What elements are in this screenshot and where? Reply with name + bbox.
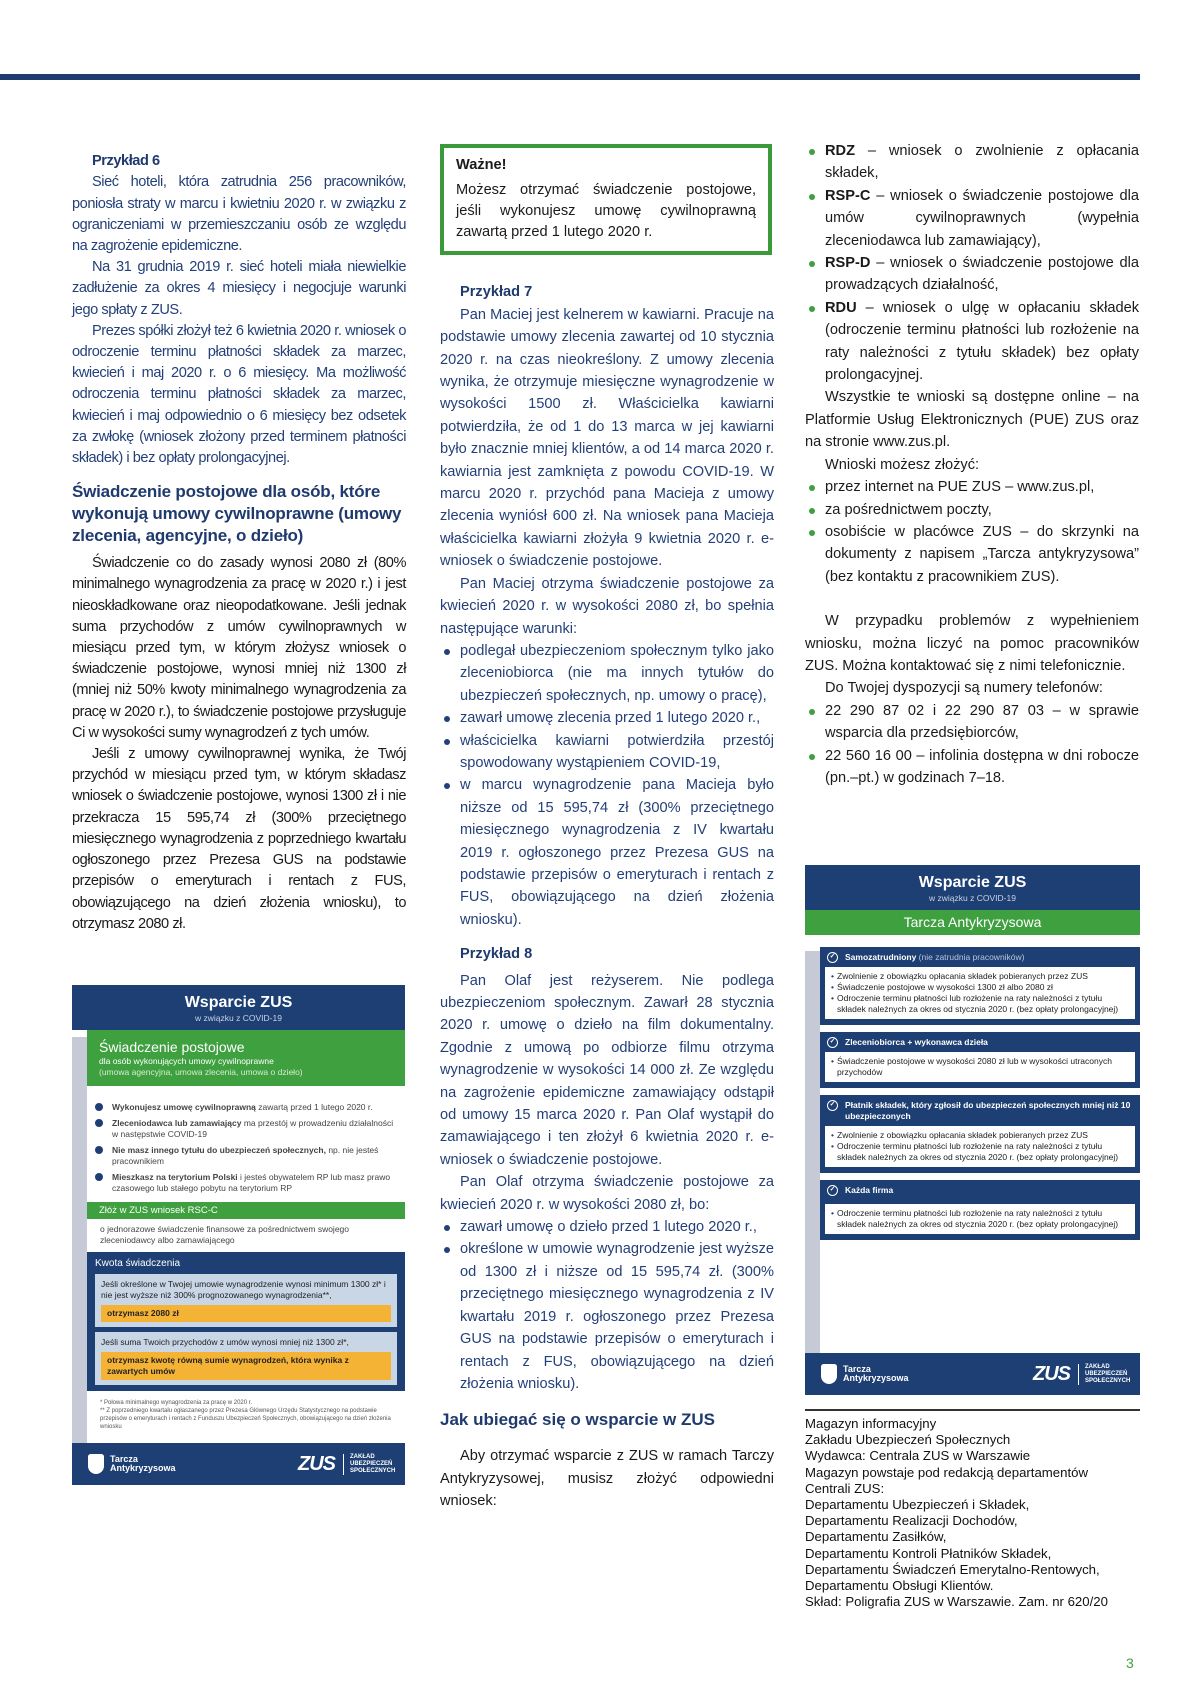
section-title	[825, 1037, 1135, 1052]
paragraph: Sieć hoteli, która zatrudnia 256 pracowników, poniosła straty w marcu i kwietniu 2020 r. w związku z ograniczeniami w przemieszczaniu osób ze względu na zagrożenie epidemiczne.	[72, 174, 406, 255]
paragraph: Prezes spółki złożył też 6 kwietnia 2020 r. wniosek o odroczenie terminu płatności składek za marzec, kwiecień i maj 2020 r. o 6 miesięcy. Ma możliwość odroczenia terminu płatności składek za marzec, kwiecień i maj odpowiednio o 6 miesięcy bez odsetek za zwłokę (wniosek złożony przed terminem płatności składek) i bez opłaty prolongacyjnej.	[72, 322, 406, 467]
infographic-header	[72, 985, 405, 1030]
colophon-line: Magazyn informacyjny	[805, 1416, 937, 1431]
important-title: Ważne!	[456, 157, 507, 173]
infographic-title: Wsparcie ZUS	[184, 994, 293, 1011]
apply-text: o jednorazowe świadczenie finansowe za pośrednictwem swojego zleceniodawcy albo zamawiającego	[100, 1224, 349, 1245]
colophon-line: Departamentu Świadczeń Emerytalno-Rentowych,	[805, 1561, 1100, 1577]
shield-icon	[88, 1454, 104, 1474]
paragraph: Pan Olaf otrzyma świadczenie postojowe za kwiecień 2020 r. w wysokości 2080 zł, bo:	[440, 1174, 774, 1213]
support-section	[820, 1032, 1140, 1088]
forms-list	[805, 140, 1139, 386]
section-title-text: Samozatrudniony	[845, 952, 917, 962]
dot-icon	[95, 1119, 103, 1127]
section-items	[825, 1052, 1135, 1082]
section-items	[825, 1204, 1135, 1234]
check-circle-icon: ✓	[827, 1185, 838, 1196]
list-item: przez internet na PUE ZUS – www.zus.pl,	[805, 476, 1139, 498]
colophon-line: Departamentu Ubezpieczeń i Składek,	[805, 1497, 1030, 1513]
infographic-header	[805, 865, 1140, 910]
check-circle-icon: ✓	[827, 1037, 838, 1048]
zus-logo	[1033, 1362, 1131, 1385]
colophon-line: Departamentu Zasiłków,	[805, 1529, 947, 1545]
colophon-line: Magazyn powstaje pod redakcją departamentów	[805, 1464, 1088, 1480]
amount-case	[95, 1332, 397, 1385]
section-title-text: Płatnik składek, który zgłosił do ubezpieczeń społecznych mniej niż 10 ubezpieczonych	[845, 1100, 1131, 1121]
dot-icon	[95, 1146, 103, 1154]
section-items	[825, 1126, 1135, 1167]
list-item: zawarł umowę o dzieło przed 1 lutego 2020 r.,	[440, 1216, 774, 1238]
banner-title: Świadczenie postojowe	[99, 1039, 245, 1055]
check-circle-icon: ✓	[827, 952, 838, 963]
list-item: za pośrednictwem poczty,	[805, 499, 1139, 521]
paragraph: Wszystkie te wnioski są dostępne online – na Platformie Usług Elektronicznych (PUE) ZUS oraz na stronie www.zus.pl.	[805, 389, 1139, 451]
condition-text: zawartą przed 1 lutego 2020 r.	[255, 1102, 373, 1112]
form-desc: – wniosek o ulgę w opłacaniu składek (odroczenie terminu płatności lub rozłożenie na raty należności z tytułu składek) bez opłaty prolongacyjnej.	[825, 299, 1139, 384]
list-item: • Zwolnienie z obowiązku opłacania składek pobieranych przez ZUS	[831, 1130, 1129, 1141]
column-right	[805, 140, 1139, 789]
paragraph: W przypadku problemów z wypełnieniem wniosku, można liczyć na pomoc pracowników ZUS. Można kontaktować się z nimi telefonicznie.	[805, 613, 1139, 674]
amount-box	[87, 1252, 405, 1391]
colophon-line: Wydawca: Centrala ZUS w Warszawie	[805, 1448, 1031, 1464]
submission-list	[805, 476, 1139, 588]
apply-banner: Złóż w ZUS wniosek RSC-C	[87, 1202, 405, 1219]
list-item: zawarł umowę zlecenia przed 1 lutego 2020 r.,	[440, 707, 774, 729]
side-strip	[805, 951, 820, 1353]
section-title	[825, 952, 1135, 967]
form-desc: – wniosek o zwolnienie z opłacania składek,	[825, 143, 1139, 182]
conditions-list	[440, 1216, 774, 1395]
case-text: Jeśli suma Twoich przychodów z umów wynosi mniej niż 1300 zł*,	[101, 1337, 349, 1347]
list-item: • Świadczenie postojowe w wysokości 2080 zł lub w wysokości utraconych przychodów	[831, 1056, 1129, 1078]
list-item	[805, 185, 1139, 252]
zus-logo	[298, 1452, 396, 1475]
support-section	[820, 947, 1140, 1025]
condition-item	[112, 1102, 395, 1113]
colophon	[805, 1409, 1140, 1610]
section-note: (nie zatrudnia pracowników)	[916, 952, 1025, 962]
condition-bold: Mieszkasz na terytorium Polski	[112, 1172, 238, 1182]
paragraph: Świadczenie co do zasady wynosi 2080 zł (80% minimalnego wynagrodzenia za pracę w 2020 r.) i jest nieoskładkowane oraz nieopodatkowane. Jeśli jednak suma przychodów z umów cywilnoprawnych w miesiącu przed tym, w którym złożysz wniosek o świadczenie postojowe, wynosi mniej niż 1300 zł (mniej niż 50% kwoty minimalnego wynagrodzenia za pracę w 2020 r.), to świadczenie postojowe przysługuje Ci w wysokości sumy wynagrodzeń z tych umów.	[72, 555, 406, 741]
paragraph: Pan Maciej otrzyma świadczenie postojowe za kwiecień 2020 r. w wysokości 2080 zł, bo spełnia następujące warunki:	[440, 575, 774, 637]
colophon-line: Zakładu Ubezpieczeń Społecznych	[805, 1432, 1011, 1448]
infographic-footer	[72, 1443, 405, 1485]
form-code: RSP-D	[825, 255, 871, 272]
paragraph: Jeśli z umowy cywilnoprawnej wynika, że Twój przychód w miesiącu przed tym, w którym składasz wniosek o świadczenie postojowe, wynosi 1300 zł i nie przekracza 15 595,74 zł (300% przeciętnego miesięcznego wynagrodzenia z poprzedniego kwartału ogłoszonego przez Prezesa GUS na podstawie przepisów o emeryturach i rentach z FUS, obowiązującego na dzień złożenia wniosku), to otrzymasz 2080 zł.	[72, 746, 406, 932]
infographic-postojowe	[72, 985, 405, 1485]
dot-icon	[95, 1173, 103, 1181]
list-item: właścicielka kawiarni potwierdziła przestój spowodowany wystąpieniem COVID-19,	[440, 730, 774, 775]
condition-item	[112, 1172, 395, 1194]
important-box	[440, 144, 772, 255]
section-title-text: Zleceniobiorca + wykonawca dzieła	[845, 1037, 988, 1047]
form-desc: – wniosek o świadczenie postojowe dla umów cywilnoprawnych (wypełnia zleceniodawca lub zamawiający),	[825, 187, 1139, 249]
list-item: określone w umowie wynagrodzenie jest wyższe od 1300 zł i niższe od 15 595,74 zł. (300% przeciętnego miesięcznego wynagrodzenia z IV kwartału 2019 r. ogłoszonego przez Prezesa GUS na podstawie przepisów o emeryturach i rentach z FUS, obowiązującego na dzień złożenia wniosku).	[440, 1238, 774, 1395]
example-7-title: Przykład 7	[460, 284, 533, 301]
example-8-title: Przykład 8	[460, 946, 533, 963]
section-items	[825, 967, 1135, 1019]
tarcza-logo	[821, 1364, 913, 1384]
green-banner	[87, 1030, 405, 1086]
condition-item	[112, 1118, 395, 1140]
support-section	[820, 1095, 1140, 1173]
infographic-tarcza	[805, 865, 1140, 1395]
zus-logo-text: ZUS	[1033, 1362, 1070, 1385]
column-middle	[440, 150, 774, 1513]
condition-text: i jesteś obywatelem RP lub masz prawo czasowego lub stałego pobytu na terytorium RP	[112, 1172, 391, 1193]
list-item: 22 560 16 00 – infolinia dostępna w dni robocze (pn.–pt.) w godzinach 7–18.	[805, 745, 1139, 790]
footnote: * Połowa minimalnego wynagrodzenia za pracę w 2020 r.	[100, 1400, 253, 1406]
form-code: RDU	[825, 299, 857, 316]
infographic-subtitle: w związku z COVID-19	[929, 893, 1016, 903]
infographic-footer	[805, 1353, 1140, 1395]
condition-bold: Nie masz innego tytułu do ubezpieczeń społecznych,	[112, 1145, 326, 1155]
condition-bold: Wykonujesz umowę cywilnoprawną	[112, 1102, 256, 1112]
example-6-title: Przykład 6	[92, 153, 160, 169]
paragraph: Na 31 grudnia 2019 r. sieć hoteli miała niewielkie zadłużenie za okres 4 miesięcy i negocjuje warunki jego spłaty z ZUS.	[72, 259, 406, 318]
section-title-text: Każda firma	[845, 1185, 894, 1195]
form-desc: – wniosek o świadczenie postojowe dla prowadzących działalność,	[825, 255, 1139, 294]
paragraph: Pan Olaf jest reżyserem. Nie podlega ubezpieczeniom społecznym. Zawarł 28 stycznia 2020 r. umowę o dzieło na film dokumentalny. Zgodnie z umową po odbiorze filmu otrzyma wynagrodzenie w wysokości 14 000 zł. Ze względu na zagrożenie epidemiczne zamawiający odstąpił od umowy 15 marca 2020 r. Pan Olaf wystąpił do zamawiającego i ten złożył 6 kwietnia 2020 r. e-wniosek o świadczenie postojowe.	[440, 972, 774, 1168]
zus-logo-text: ZUS	[298, 1452, 335, 1475]
zus-logo-fullname: ZAKŁAD UBEZPIECZEŃ SPOŁECZNYCH	[343, 1454, 389, 1475]
list-item: podlegał ubezpieczeniom społecznym tylko jako zleceniobiorca (nie ma innych tytułów do ubezpieczeń społecznych, np. umowy o pracę),	[440, 640, 774, 707]
paragraph: Do Twojej dyspozycji są numery telefonów:	[825, 680, 1103, 697]
shield-icon	[821, 1364, 837, 1384]
form-code: RDZ	[825, 143, 855, 159]
colophon-line: Centrali ZUS:	[805, 1480, 885, 1496]
condition-bold: Zleceniodawca lub zamawiający	[112, 1118, 242, 1128]
list-item: • Odroczenie terminu płatności lub rozłożenie na raty należności z tytułu składek należnych za okres od stycznia 2020 r. (bez opłaty prolongacyjnej)	[831, 1141, 1129, 1163]
case-result: otrzymasz 2080 zł	[101, 1305, 391, 1322]
list-item	[805, 140, 1139, 185]
side-strip	[72, 1037, 87, 1443]
list-item	[805, 252, 1139, 297]
section-title	[825, 1100, 1135, 1126]
tarcza-logo-text: Tarcza Antykryzysowa	[110, 1454, 176, 1473]
section-title	[825, 1185, 1135, 1204]
section-heading: Jak ubiegać się o wsparcie w ZUS	[440, 1410, 715, 1430]
phone-list	[805, 700, 1139, 790]
paragraph: Pan Maciej jest kelnerem w kawiarni. Pracuje na podstawie umowy zlecenia zawartej od 10 stycznia 2020 r. na czas nieokreślony. Z umowy zlecenia wynika, że otrzymuje miesięczne wynagrodzenie w wysokości 1500 zł. Właścicielka kawiarni potwierdziła, że od 1 do 13 marca w jej kawiarni było znacznie mniej klientów, a od 14 marca 2020 r. kawiarnia jest zamknięta z powodu COVID-19. W marcu 2020 r. przychód pana Macieja z umowy zlecenia wyniósł 600 zł. Na wniosek pana Macieja właścicielka kawiarni złożyła 9 kwietnia 2020 r. e-wniosek o świadczenie postojowe.	[440, 306, 774, 570]
form-code: RSP-C	[825, 187, 871, 204]
tarcza-logo-text: Tarcza Antykryzysowa	[843, 1364, 909, 1383]
colophon-line: Skład: Poligrafia ZUS w Warszawie. Zam. nr 620/20	[805, 1594, 1108, 1610]
list-item: • Zwolnienie z obowiązku opłacania składek pobieranych przez ZUS	[831, 971, 1129, 982]
zus-logo-fullname: ZAKŁAD UBEZPIECZEŃ SPOŁECZNYCH	[1078, 1364, 1124, 1385]
important-text: Możesz otrzymać świadczenie postojowe, jeśli wykonujesz umowę cywilnoprawną zawartą przed 1 lutego 2020 r.	[456, 182, 756, 241]
banner-subtitle: dla osób wykonujących umowy cywilnoprawne	[99, 1056, 274, 1066]
colophon-line: Departamentu Realizacji Dochodów,	[805, 1513, 1018, 1529]
colophon-line: Departamentu Obsługi Klientów.	[805, 1578, 994, 1594]
banner-note: (umowa agencyjna, umowa zlecenia, umowa o dzieło)	[99, 1067, 303, 1077]
footnote: ** Z poprzedniego kwartału ogłaszanego przez Prezesa Głównego Urzędu Statystycznego na podstawie przepisów o emeryturach i rentach z Funduszu Ubezpieczeń Społecznych, obowiązującego na dzień złożenia wniosku	[100, 1408, 391, 1430]
support-section	[820, 1180, 1140, 1240]
amount-case	[95, 1274, 397, 1327]
green-banner: Tarcza Antykryzysowa	[805, 910, 1140, 935]
condition-text: ma przestój w prowadzeniu działalności w następstwie COVID-19	[112, 1118, 394, 1139]
list-item: w marcu wynagrodzenie pana Macieja było niższe od 15 595,74 zł (300% przeciętnego miesięcznego wynagrodzenia z IV kwartału 2019 r. ogłoszonego przez Prezesa GUS na podstawie przepisów o emeryturach i rentach z FUS, obowiązującego na dzień złożenia wniosku).	[440, 774, 774, 931]
page-number: 3	[1126, 1655, 1134, 1671]
column-left	[72, 150, 406, 935]
paragraph: Wnioski możesz złożyć:	[825, 456, 980, 473]
amount-title: Kwota świadczenia	[95, 1258, 181, 1269]
case-text: Jeśli określone w Twojej umowie wynagrodzenie wynosi minimum 1300 zł* i nie jest wyższe niż 300% prognozowanego wynagrodzenia**,	[101, 1279, 386, 1300]
list-item: osobiście w placówce ZUS – do skrzynki na dokumenty z napisem „Tarcza antykryzysowa” (bez kontaktu z pracownikiem ZUS).	[805, 521, 1139, 588]
tarcza-logo	[88, 1454, 180, 1474]
conditions-list	[82, 1086, 405, 1194]
list-item: • Świadczenie postojowe w wysokości 1300 zł albo 2080 zł	[831, 982, 1129, 993]
check-circle-icon: ✓	[827, 1100, 838, 1111]
section-heading: Świadczenie postojowe dla osób, które wykonują umowy cywilnoprawne (umowy zlecenia, agencyjne, o dzieło)	[72, 482, 402, 546]
paragraph: Aby otrzymać wsparcie z ZUS w ramach Tarczy Antykryzysowej, musisz złożyć odpowiedni wniosek:	[440, 1448, 774, 1510]
top-rule	[0, 74, 1140, 80]
case-result: otrzymasz kwotę równą sumie wynagrodzeń, która wynika z zawartych umów	[101, 1352, 391, 1380]
list-item	[805, 297, 1139, 387]
list-item: 22 290 87 02 i 22 290 87 03 – w sprawie wsparcia dla przedsiębiorców,	[805, 700, 1139, 745]
colophon-line: Departamentu Kontroli Płatników Składek,	[805, 1545, 1052, 1561]
conditions-list	[440, 640, 774, 931]
condition-item	[112, 1145, 395, 1167]
list-item: • Odroczenie terminu płatności lub rozłożenie na raty należności z tytułu składek należnych za okres od stycznia 2020 r. (bez opłaty prolongacyjnej)	[831, 1208, 1129, 1230]
dot-icon	[95, 1103, 103, 1111]
footnotes	[72, 1391, 405, 1431]
infographic-subtitle: w związku z COVID-19	[195, 1013, 282, 1023]
condition-text: np. nie jesteś pracownikiem	[112, 1145, 379, 1166]
list-item: • Odroczenie terminu płatności lub rozłożenie na raty należności z tytułu składek należnych za okres od stycznia 2020 r. (bez opłaty prolongacyjnej)	[831, 993, 1129, 1015]
infographic-title: Wsparcie ZUS	[918, 874, 1027, 891]
